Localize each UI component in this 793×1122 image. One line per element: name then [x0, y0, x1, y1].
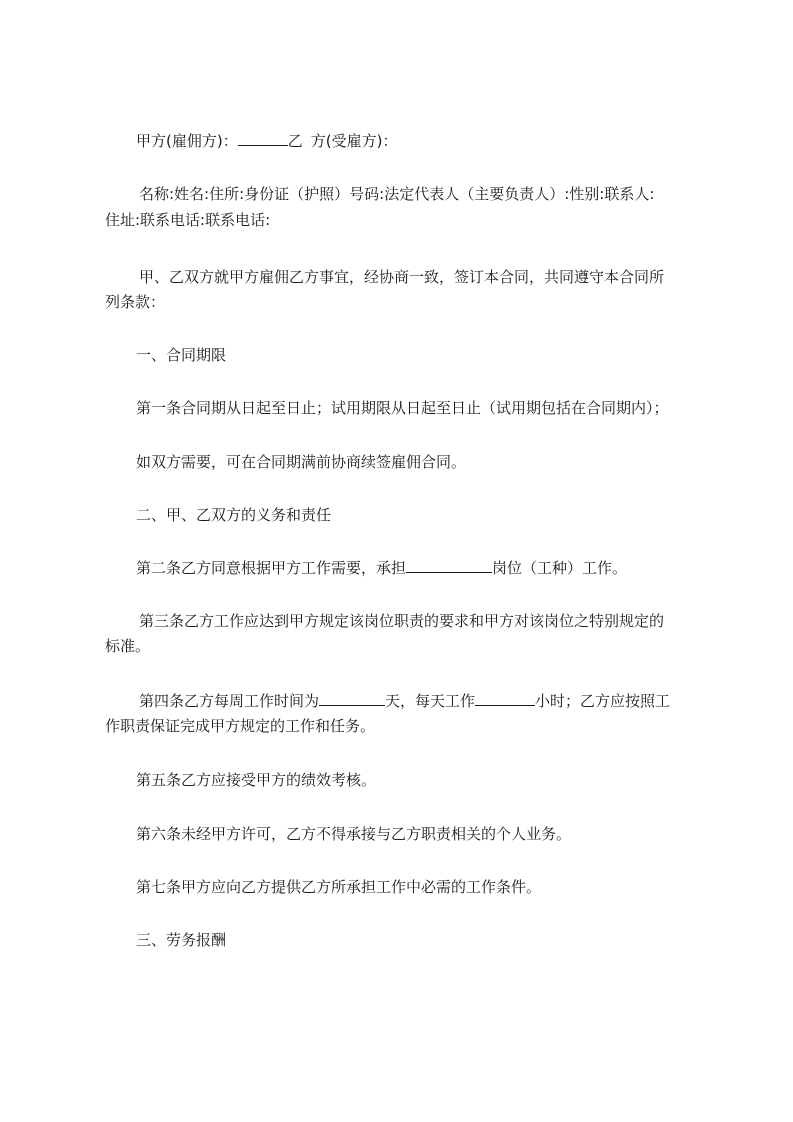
party-a-blank	[238, 131, 288, 146]
article-2-before: 第二条乙方同意根据甲方工作需要，承担	[136, 559, 407, 577]
article-3-line-2: 标准。	[105, 637, 151, 655]
party-b-label-rest: 方(受雇方)：	[310, 132, 398, 150]
days-blank	[319, 691, 385, 706]
party-b-label: 乙	[287, 132, 303, 150]
article-4-mid: 天，每天工作	[385, 692, 476, 710]
article-2	[136, 557, 716, 579]
parties-line	[136, 130, 716, 152]
article-6: 第六条未经甲方许可，乙方不得承接与乙方职责相关的个人业务。	[136, 825, 572, 843]
renew-clause: 如双方需要，可在合同期满前协商续签雇佣合同。	[136, 453, 467, 471]
section-2-title: 二、甲、乙双方的义务和责任	[136, 506, 332, 524]
article-4-after: 小时；乙方应按照工	[535, 692, 671, 710]
info-line-2: 住址:联系电话:联系电话:	[105, 211, 271, 229]
article-4-line-1	[139, 690, 719, 712]
intro-line-2: 列条款：	[105, 293, 166, 311]
party-a-label: 甲方(雇佣方)：	[136, 132, 238, 150]
article-5: 第五条乙方应接受甲方的绩效考核。	[136, 771, 377, 789]
intro-line-1: 甲、乙双方就甲方雇佣乙方事宜，经协商一致，签订本合同，共同遵守本合同所	[139, 268, 665, 286]
article-7: 第七条甲方应向乙方提供乙方所承担工作中必需的工作条件。	[136, 878, 542, 896]
section-1-title: 一、合同期限	[136, 346, 227, 364]
position-blank	[406, 558, 492, 573]
hours-blank	[475, 691, 535, 706]
article-2-after: 岗位（工种）工作。	[492, 559, 628, 577]
article-4-line-2: 作职责保证完成甲方规定的工作和任务。	[105, 717, 376, 735]
article-1: 第一条合同期从日起至日止；试用期限从日起至日止（试用期包括在合同期内）；	[136, 399, 669, 417]
article-4-before: 第四条乙方每周工作时间为	[139, 692, 320, 710]
article-3-line-1: 第三条乙方工作应达到甲方规定该岗位职责的要求和甲方对该岗位之特别规定的	[139, 612, 665, 630]
info-line-1: 名称:姓名:住所:身份证（护照）号码:法定代表人（主要负责人）:性别:联系人:	[139, 185, 655, 203]
section-3-title: 三、劳务报酬	[136, 931, 227, 949]
